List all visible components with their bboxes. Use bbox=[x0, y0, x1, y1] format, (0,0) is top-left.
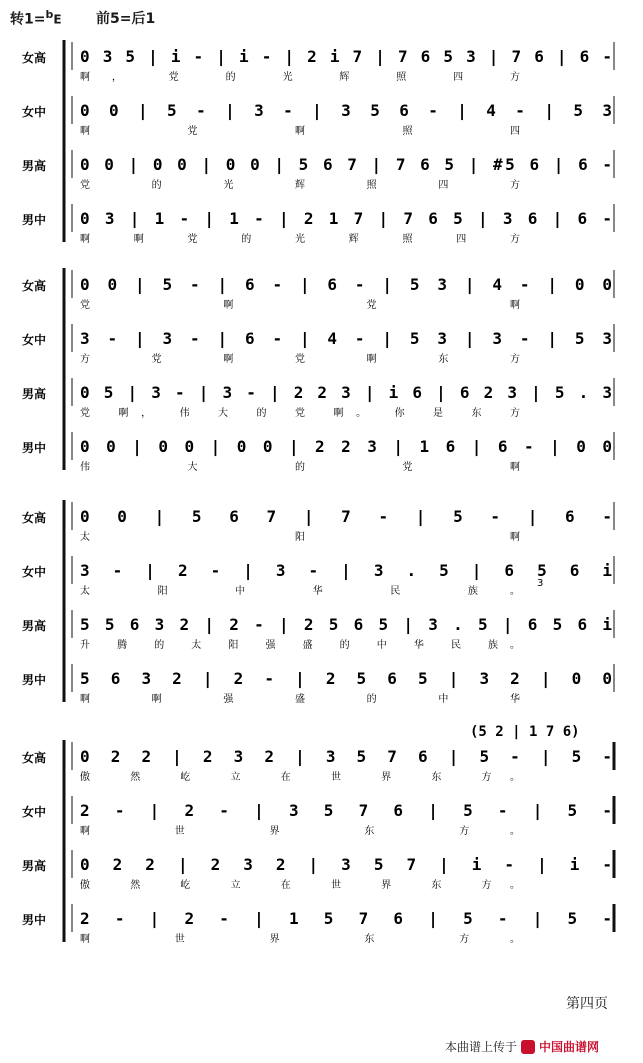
voice-label: 男高 bbox=[22, 387, 47, 401]
lyric-line: 伟 大 的 党 啊 bbox=[80, 462, 520, 473]
page-number: 第四页 bbox=[566, 996, 608, 1012]
lyric-line: 太 阳 啊 bbox=[80, 532, 520, 543]
key-flat: b bbox=[45, 8, 54, 21]
note-line: 2 - | 2 - | 1 5 7 6 | 5 - | 5 - bbox=[80, 909, 612, 928]
note-line: 3 - | 2 - | 3 - | 3 . 5 | 6 5 6 i bbox=[80, 561, 612, 580]
note-line: 0 0 | 0 0 | 0 0 | 2 2 3 | 1 6 | 6 - | 0 0 bbox=[80, 437, 612, 456]
note-line: 0 0 | 5 6 7 | 7 - | 5 - | 6 - bbox=[80, 507, 612, 526]
voice-label: 女高 bbox=[22, 51, 47, 65]
lyric-line: 党 啊， 伟 大 的 党 啊。 你 是 东 方 bbox=[80, 408, 520, 419]
lyric-line: 太 阳 中 华 民 族。 bbox=[80, 586, 520, 597]
lyric-line: 党 的 光 辉 照 四 方 bbox=[80, 180, 520, 191]
voice-label: 女中 bbox=[22, 333, 47, 347]
note-line: 5 5 6 3 2 | 2 - | 2 5 6 5 | 3 . 5 | 6 5 6 i bbox=[80, 615, 612, 634]
note-line: 0 0 | 0 0 | 0 0 | 5 6 7 | 7 6 5 | #5 6 | 6 - bbox=[80, 155, 613, 174]
system-2 bbox=[22, 268, 614, 473]
site-logo-icon bbox=[521, 1040, 535, 1054]
voice-label: 男中 bbox=[22, 673, 47, 687]
note-line: 0 3 5 | i - | i - | 2 i 7 | 7 6 5 3 | 7 6 | 6 - bbox=[80, 47, 612, 66]
note-line: 0 2 2 | 2 3 2 | 3 5 7 | i - | i - bbox=[80, 855, 612, 874]
voice-label: 女中 bbox=[22, 105, 47, 119]
voice-label: 男中 bbox=[22, 441, 47, 455]
system-3 bbox=[22, 500, 614, 705]
tempo-rule: 前5=后1 bbox=[96, 11, 156, 27]
system-1 bbox=[22, 40, 614, 245]
note-line: 0 2 2 | 2 3 2 | 3 5 7 6 | 5 - | 5 - bbox=[80, 747, 612, 766]
voice-label: 男中 bbox=[22, 213, 47, 227]
note-line: 5 6 3 2 | 2 - | 2 5 6 5 | 3 2 | 0 0 bbox=[80, 669, 612, 688]
voice-label: 男高 bbox=[22, 159, 47, 173]
note-line: 0 0 | 5 - | 6 - | 6 - | 5 3 | 4 - | 0 0 bbox=[80, 275, 612, 294]
note-line: 0 0 | 5 - | 3 - | 3 5 6 - | 4 - | 5 3 bbox=[80, 101, 612, 120]
lyric-line: 啊 啊 强 盛 的 中 华 bbox=[80, 694, 520, 705]
lyric-line: 升 腾 的 太 阳 强 盛 的 中 华 民 族。 bbox=[80, 640, 520, 651]
voice-label: 女中 bbox=[22, 565, 47, 579]
site-name: 中国曲谱网 bbox=[539, 1040, 600, 1054]
voice-label: 男高 bbox=[22, 619, 47, 633]
lyric-line: 傲 然 屹 立 在 世 界 东 方。 bbox=[80, 880, 520, 891]
lyric-line: 啊 世 界 东 方。 bbox=[80, 826, 520, 837]
note-line: 2 - | 2 - | 3 5 7 6 | 5 - | 5 - bbox=[80, 801, 612, 820]
system-4 bbox=[22, 724, 614, 945]
voice-label: 男中 bbox=[22, 913, 47, 927]
voice-label: 女高 bbox=[22, 511, 47, 525]
interlude-notes: (5 2 | 1 7 6) bbox=[470, 724, 580, 740]
voice-label: 男高 bbox=[22, 859, 47, 873]
lyric-line: 啊 世 界 东 方。 bbox=[80, 934, 520, 945]
note-line: 0 3 | 1 - | 1 - | 2 1 7 | 7 6 5 | 3 6 | 6 - bbox=[80, 209, 612, 228]
triplet-mark: 3 bbox=[537, 578, 544, 589]
voice-label: 女高 bbox=[22, 279, 47, 293]
note-line: 0 5 | 3 - | 3 - | 2 2 3 | i 6 | 6 2 3 | 5 . 3 bbox=[80, 383, 612, 402]
lyric-line: 啊 啊 党 的 光 辉 照 四 方 bbox=[80, 234, 520, 245]
note-line: 3 - | 3 - | 6 - | 4 - | 5 3 | 3 - | 5 3 bbox=[80, 329, 612, 348]
upload-text: 本曲谱上传于 bbox=[445, 1040, 518, 1054]
voice-label: 女中 bbox=[22, 805, 47, 819]
lyric-line: 啊， 党 的 光 辉 照 四 方 bbox=[80, 72, 520, 83]
lyric-line: 方 党 啊 党 啊 东 方 bbox=[80, 354, 520, 365]
lyric-line: 啊 党 啊 照 四 bbox=[80, 126, 520, 137]
lyric-line: 傲 然 屹 立 在 世 界 东 方。 bbox=[80, 772, 520, 783]
key-note: E bbox=[53, 12, 62, 27]
key-change-text: 转1= bbox=[10, 11, 46, 28]
upload-note bbox=[445, 1038, 599, 1055]
lyric-line: 党 啊 党 啊 bbox=[80, 300, 520, 311]
voice-label: 女高 bbox=[22, 751, 47, 765]
